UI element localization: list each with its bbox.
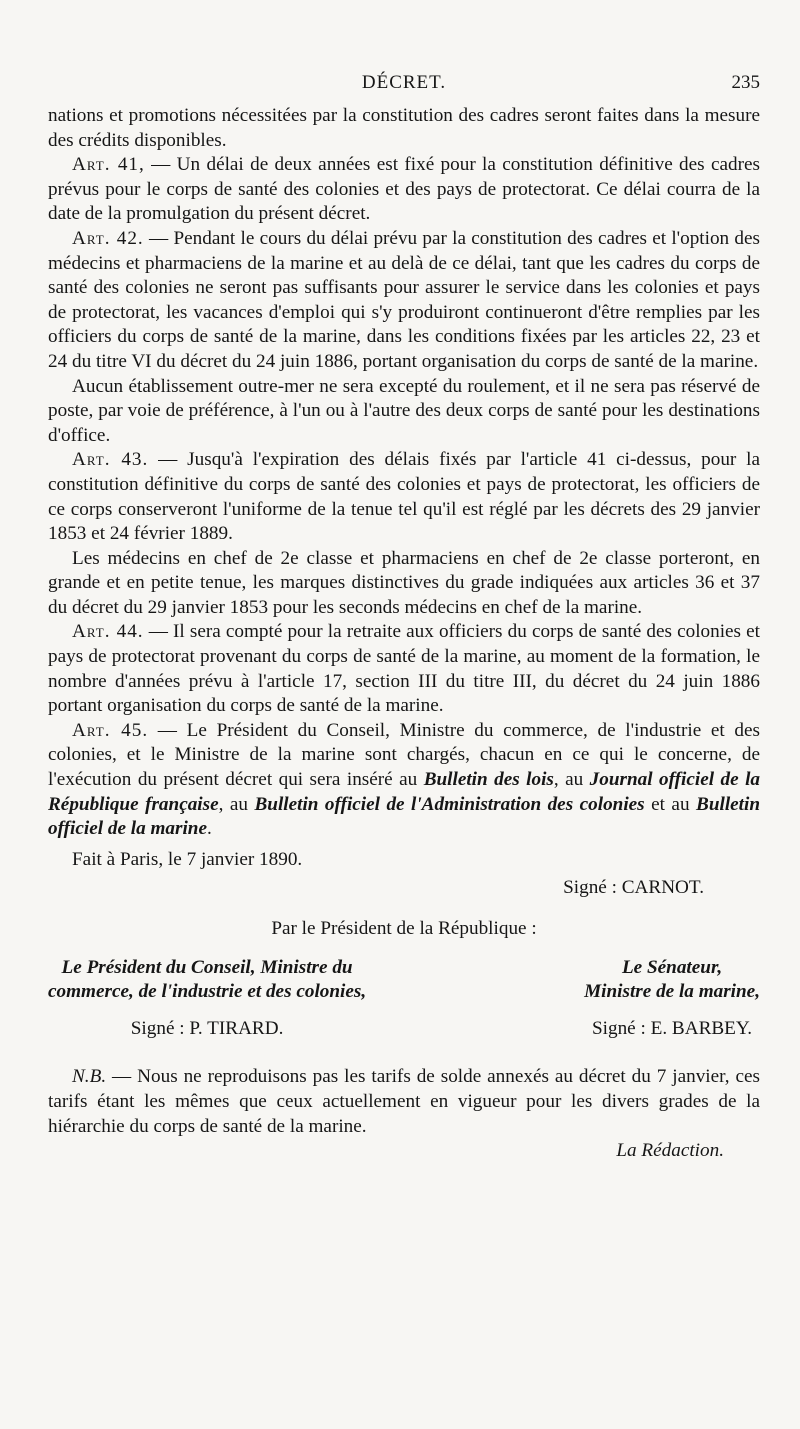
article-41 (48, 153, 760, 227)
paragraph-continuation: nations et promotions nécessitées par la constitution des cadres seront faites dans la mesure des crédits disponibles. (48, 105, 760, 151)
right-title-line-1: Le Sénateur, (621, 956, 723, 978)
article-45 (48, 719, 760, 842)
la-redaction: La Rédaction. (616, 1140, 724, 1162)
article-43 (48, 448, 760, 546)
nb-text: — Nous ne reproduisons pas les tarifs de solde annexés au décret du 7 janvier, ces tarifs étant les mêmes que ceux actuellement en vigueur pour les divers grades de la hiérarchie du corps de santé de la marine. (48, 1066, 760, 1137)
signature-left (48, 956, 366, 1042)
article-43-label: Art. 43. (72, 449, 149, 471)
article-44 (48, 620, 760, 718)
page-header (48, 72, 760, 98)
right-title-line-2: Ministre de la marine, (584, 981, 760, 1003)
bulletin-marine: Bulletin officiel de la marine (48, 793, 760, 840)
article-42-text: — Pendant le cours du délai prévu par la constitution des cadres et l'option des médecins et pharmaciens de la marine et au delà de ce délai, tant que les cadres du corps de santé des colonies ne seront pas suffisants pour assurer le service dans les colonies et pays de protectorat, les vacances d'emploi qui s'y produiront continueront d'être remplies par les officiers du corps de santé de la marine, dans les conditions fixées par les articles 22, 23 et 24 du titre VI du décret du 24 juin 1886, portant organisation du corps de santé de la marine. (48, 227, 760, 372)
nb-label: N.B. (72, 1066, 107, 1088)
signature-carnot: Signé : CARNOT. (563, 877, 704, 899)
article-45-text-a: — Le Président du Conseil, Ministre du commerce, de l'industrie et des colonies, et le Ministre de la marine sont chargés, chacun en ce qui le concerne, de l'exécution du présent décret qui sera inséré au (48, 719, 760, 791)
left-title-line-2: commerce, de l'industrie et des colonies, (48, 981, 367, 1003)
signature-block (48, 956, 760, 1042)
article-42-label: Art. 42. (72, 227, 144, 249)
bulletin-des-lois: Bulletin des lois (423, 769, 554, 791)
article-41-label: Art. 41, (72, 154, 145, 176)
bulletin-colonies: Bulletin officiel de l'Administration des colonies (254, 793, 645, 815)
signature-barbey: Signé : E. BARBEY. (591, 1017, 753, 1039)
journal-officiel: Journal officiel de la République française (48, 769, 761, 815)
article-44-label: Art. 44. (72, 621, 144, 643)
article-45-text-c: , au (218, 793, 255, 815)
signature-right (584, 956, 760, 1042)
article-42 (48, 227, 760, 375)
article-44-text: — Il sera compté pour la retraite aux officiers du corps de santé des colonies et pays de protectorat provenant du corps de santé de la marine, au moment de la formation, le nombre d'années prévu à l'article 17, section III du titre III, du décret du 24 juin 1886 portant organisation du corps de santé de la marine. (48, 621, 760, 717)
article-45-text-d: et au (644, 793, 697, 815)
article-45-label: Art. 45. (72, 719, 149, 741)
article-45-text-b: , au (553, 769, 590, 791)
signature-tirard: Signé : P. TIRARD. (130, 1017, 284, 1039)
par-le-president: Par le Président de la République : (271, 918, 537, 939)
body-text (48, 104, 760, 1164)
article-43-text: — Jusqu'à l'expiration des délais fixés par l'article 41 ci-dessus, pour la constitution définitive du corps de santé des colonies et pays de protectorat, les officiers de ce corps conserveront l'uniforme de la tenue tel qu'il est réglé par les décrets des 29 janvier 1853 et 24 février 1889. (48, 449, 760, 545)
date-line: Fait à Paris, le 7 janvier 1890. (72, 848, 303, 870)
article-45-text-e: . (206, 818, 212, 840)
page-number: 235 (731, 72, 760, 93)
paragraph-aucun: Aucun établissement outre-mer ne sera excepté du roulement, et il ne sera pas réservé de poste, par voie de préférence, à l'un ou à l'autre des deux corps de santé pour les destinations d'office. (48, 375, 760, 446)
nota-bene (48, 1065, 760, 1139)
paragraph-medecins: Les médecins en chef de 2e classe et pharmaciens en chef de 2e classe porteront, en grande et en petite tenue, les marques distinctives du grade indiquées aux articles 36 et 37 du décret du 29 janvier 1853 pour les seconds médecins en chef de la marine. (48, 547, 760, 618)
article-41-text: — Un délai de deux années est fixé pour la constitution définitive des cadres prévus pour le corps de santé des colonies et des pays de protectorat. Ce délai courra de la date de la promulgation du présent décret. (48, 154, 760, 225)
left-title-line-1: Le Président du Conseil, Ministre du (61, 956, 353, 978)
running-title: DÉCRET. (361, 72, 447, 93)
